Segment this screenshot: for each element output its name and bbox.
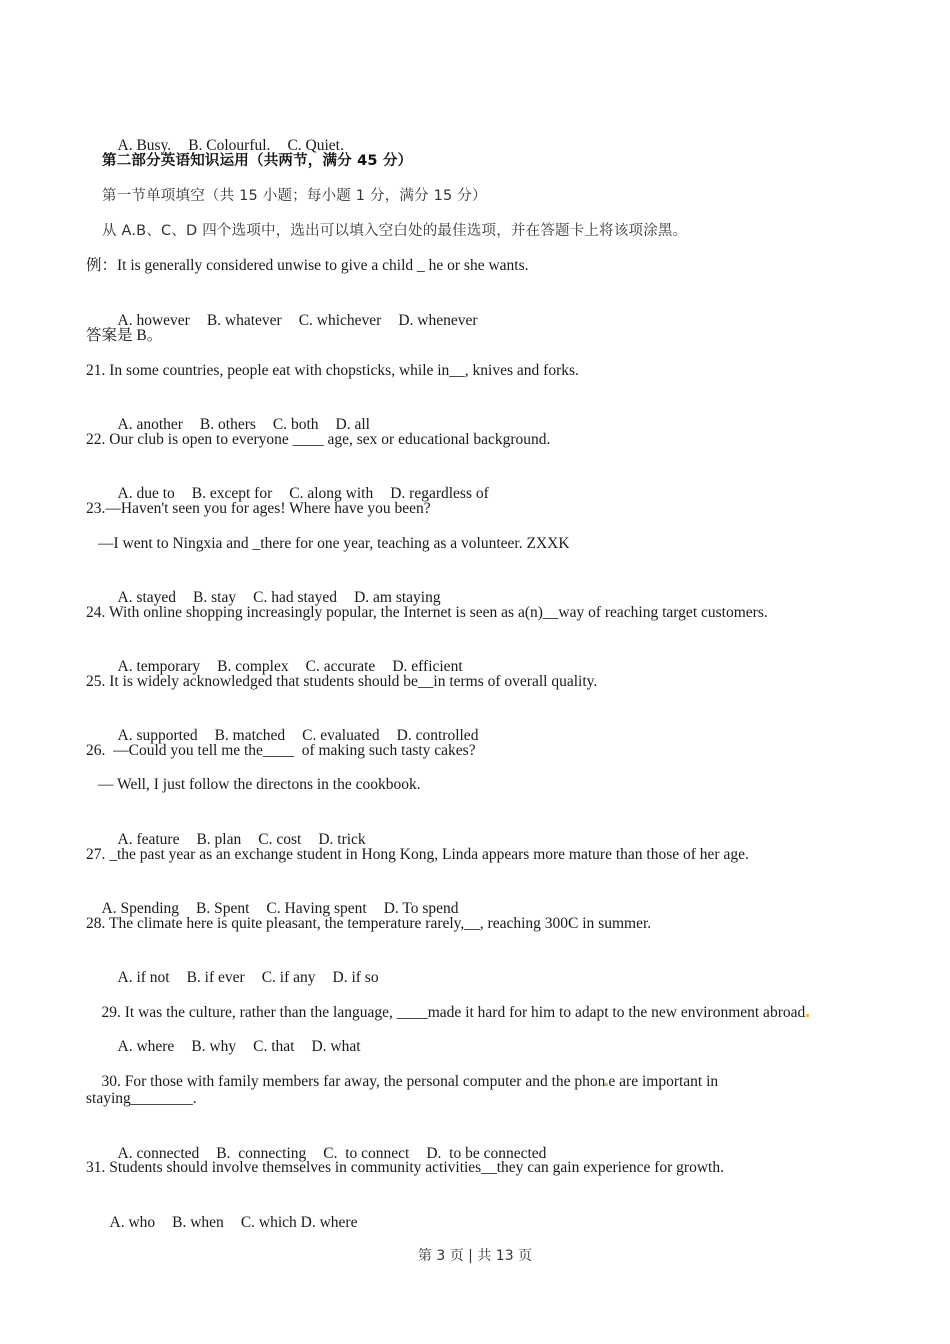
option: C. to connect [323, 1145, 410, 1162]
question-24-options [102, 637, 463, 675]
option: B. when [172, 1214, 224, 1231]
option: C. whichever [298, 312, 382, 329]
question-22-stem: 22. Our club is open to everyone ____ age, sex or educational background. [86, 431, 551, 448]
option: B. others [199, 416, 256, 433]
option: D. whenever [398, 312, 478, 329]
option: C. that [253, 1038, 295, 1055]
option: C. evaluated [302, 727, 380, 744]
question-23-reply: —I went to Ningxia and _there for one year, teaching as a volunteer. ZXXK [98, 535, 570, 552]
page-indicator: 第 3 页 | 共 13 页 [417, 1248, 533, 1264]
option: A. another [117, 416, 183, 433]
question-28-options [102, 948, 379, 986]
option: B. if ever [186, 969, 245, 986]
option: C. had stayed [253, 589, 338, 606]
question-25-stem: 25. It is widely acknowledged that students should be__in terms of overall quality. [86, 673, 598, 690]
example-prompt: 例：It is generally considered unwise to give a child _ he or she wants. [86, 257, 529, 274]
option: A. temporary [117, 658, 201, 675]
prev-question-options [102, 116, 344, 154]
option: B. Spent [196, 900, 250, 917]
question-30-stem-part-a: 30. For those with family members far away, the personal computer and the phon [101, 1073, 606, 1090]
question-27-stem: 27. _the past year as an exchange student in Hong Kong, Linda appears more mature than those of her age. [86, 846, 749, 863]
option: D. To spend [383, 900, 459, 917]
option: A. connected [117, 1145, 200, 1162]
option: B. except for [191, 485, 273, 502]
example-answer: 答案是 B。 [86, 327, 163, 344]
option: D. controlled [396, 727, 479, 744]
question-23-options [102, 568, 441, 606]
option: A. supported [117, 727, 198, 744]
example-options [102, 291, 478, 329]
question-25-options [102, 706, 479, 744]
option: A. if not [117, 969, 170, 986]
question-31-options [94, 1193, 358, 1231]
option: B. matched [214, 727, 286, 744]
option: B. whatever [206, 312, 282, 329]
option: A. where [117, 1038, 175, 1055]
question-30-stem-line2: staying________. [86, 1090, 197, 1107]
option: C. Having spent [266, 900, 367, 917]
question-26-stem: 26. —Could you tell me the____ of making such tasty cakes? [86, 742, 476, 759]
question-30-options [102, 1124, 547, 1162]
question-30-stem-part-b: e are important in [608, 1073, 719, 1090]
option: D. what [311, 1038, 361, 1055]
option: B. complex [217, 658, 289, 675]
option: D. trick [318, 831, 366, 848]
question-29-stem-line [86, 983, 809, 1021]
instructions: 从 A.B、C、D 四个选项中，选出可以填入空白处的最佳选项，并在答题卡上将该项涂黑。 [102, 223, 688, 239]
section-heading: 第一节单项填空（共 15 小题；每小题 1 分，满分 15 分） [102, 188, 487, 204]
option: A. Spending [101, 900, 179, 917]
option: B. connecting [216, 1145, 307, 1162]
edit-mark-icon [806, 1014, 809, 1017]
option: B. why [191, 1038, 237, 1055]
option: D. to be connected [426, 1145, 547, 1162]
question-21-stem: 21. In some countries, people eat with chopsticks, while in__, knives and forks. [86, 362, 579, 379]
option: A. who [109, 1214, 156, 1231]
option: D. am staying [354, 589, 441, 606]
option: C. if any [261, 969, 316, 986]
option: B. Colourful. [188, 137, 271, 154]
option: C. which D. where [240, 1214, 358, 1231]
option: C. Quiet. [287, 137, 344, 154]
question-28-stem: 28. The climate here is quite pleasant, the temperature rarely,__, reaching 300C in summer. [86, 915, 652, 932]
question-29-stem: 29. It was the culture, rather than the language, ____made it hard for him to adapt to the new environment abroad [101, 1004, 806, 1021]
option: A. feature [117, 831, 180, 848]
question-24-stem: 24. With online shopping increasingly popular, the Internet is seen as a(n)__way of reaching target customers. [86, 604, 768, 621]
question-21-options [102, 395, 370, 433]
question-30-stem-line1 [86, 1052, 719, 1090]
option: A. Busy. [117, 137, 172, 154]
question-23-stem: 23.—Haven't seen you for ages! Where have you been? [86, 500, 431, 517]
option: D. all [335, 416, 370, 433]
option: C. accurate [305, 658, 376, 675]
option: A. due to [117, 485, 175, 502]
option: A. however [117, 312, 190, 329]
question-26-options [102, 810, 366, 848]
question-22-options [102, 464, 489, 502]
question-31-stem: 31. Students should involve themselves in community activities__they can gain experience for growth. [86, 1159, 724, 1176]
question-29-options [102, 1017, 361, 1055]
option: D. efficient [392, 658, 463, 675]
option: B. plan [196, 831, 242, 848]
option: B. stay [193, 589, 237, 606]
option: C. along with [289, 485, 374, 502]
option: D. if so [332, 969, 379, 986]
option: D. regardless of [390, 485, 489, 502]
option: A. stayed [117, 589, 177, 606]
question-26-reply: — Well, I just follow the directons in the cookbook. [98, 776, 421, 793]
question-27-options [86, 879, 459, 917]
option: C. both [272, 416, 319, 433]
option: C. cost [258, 831, 302, 848]
part-heading: 第二部分英语知识运用（共两节，满分 45 分） [102, 153, 413, 169]
